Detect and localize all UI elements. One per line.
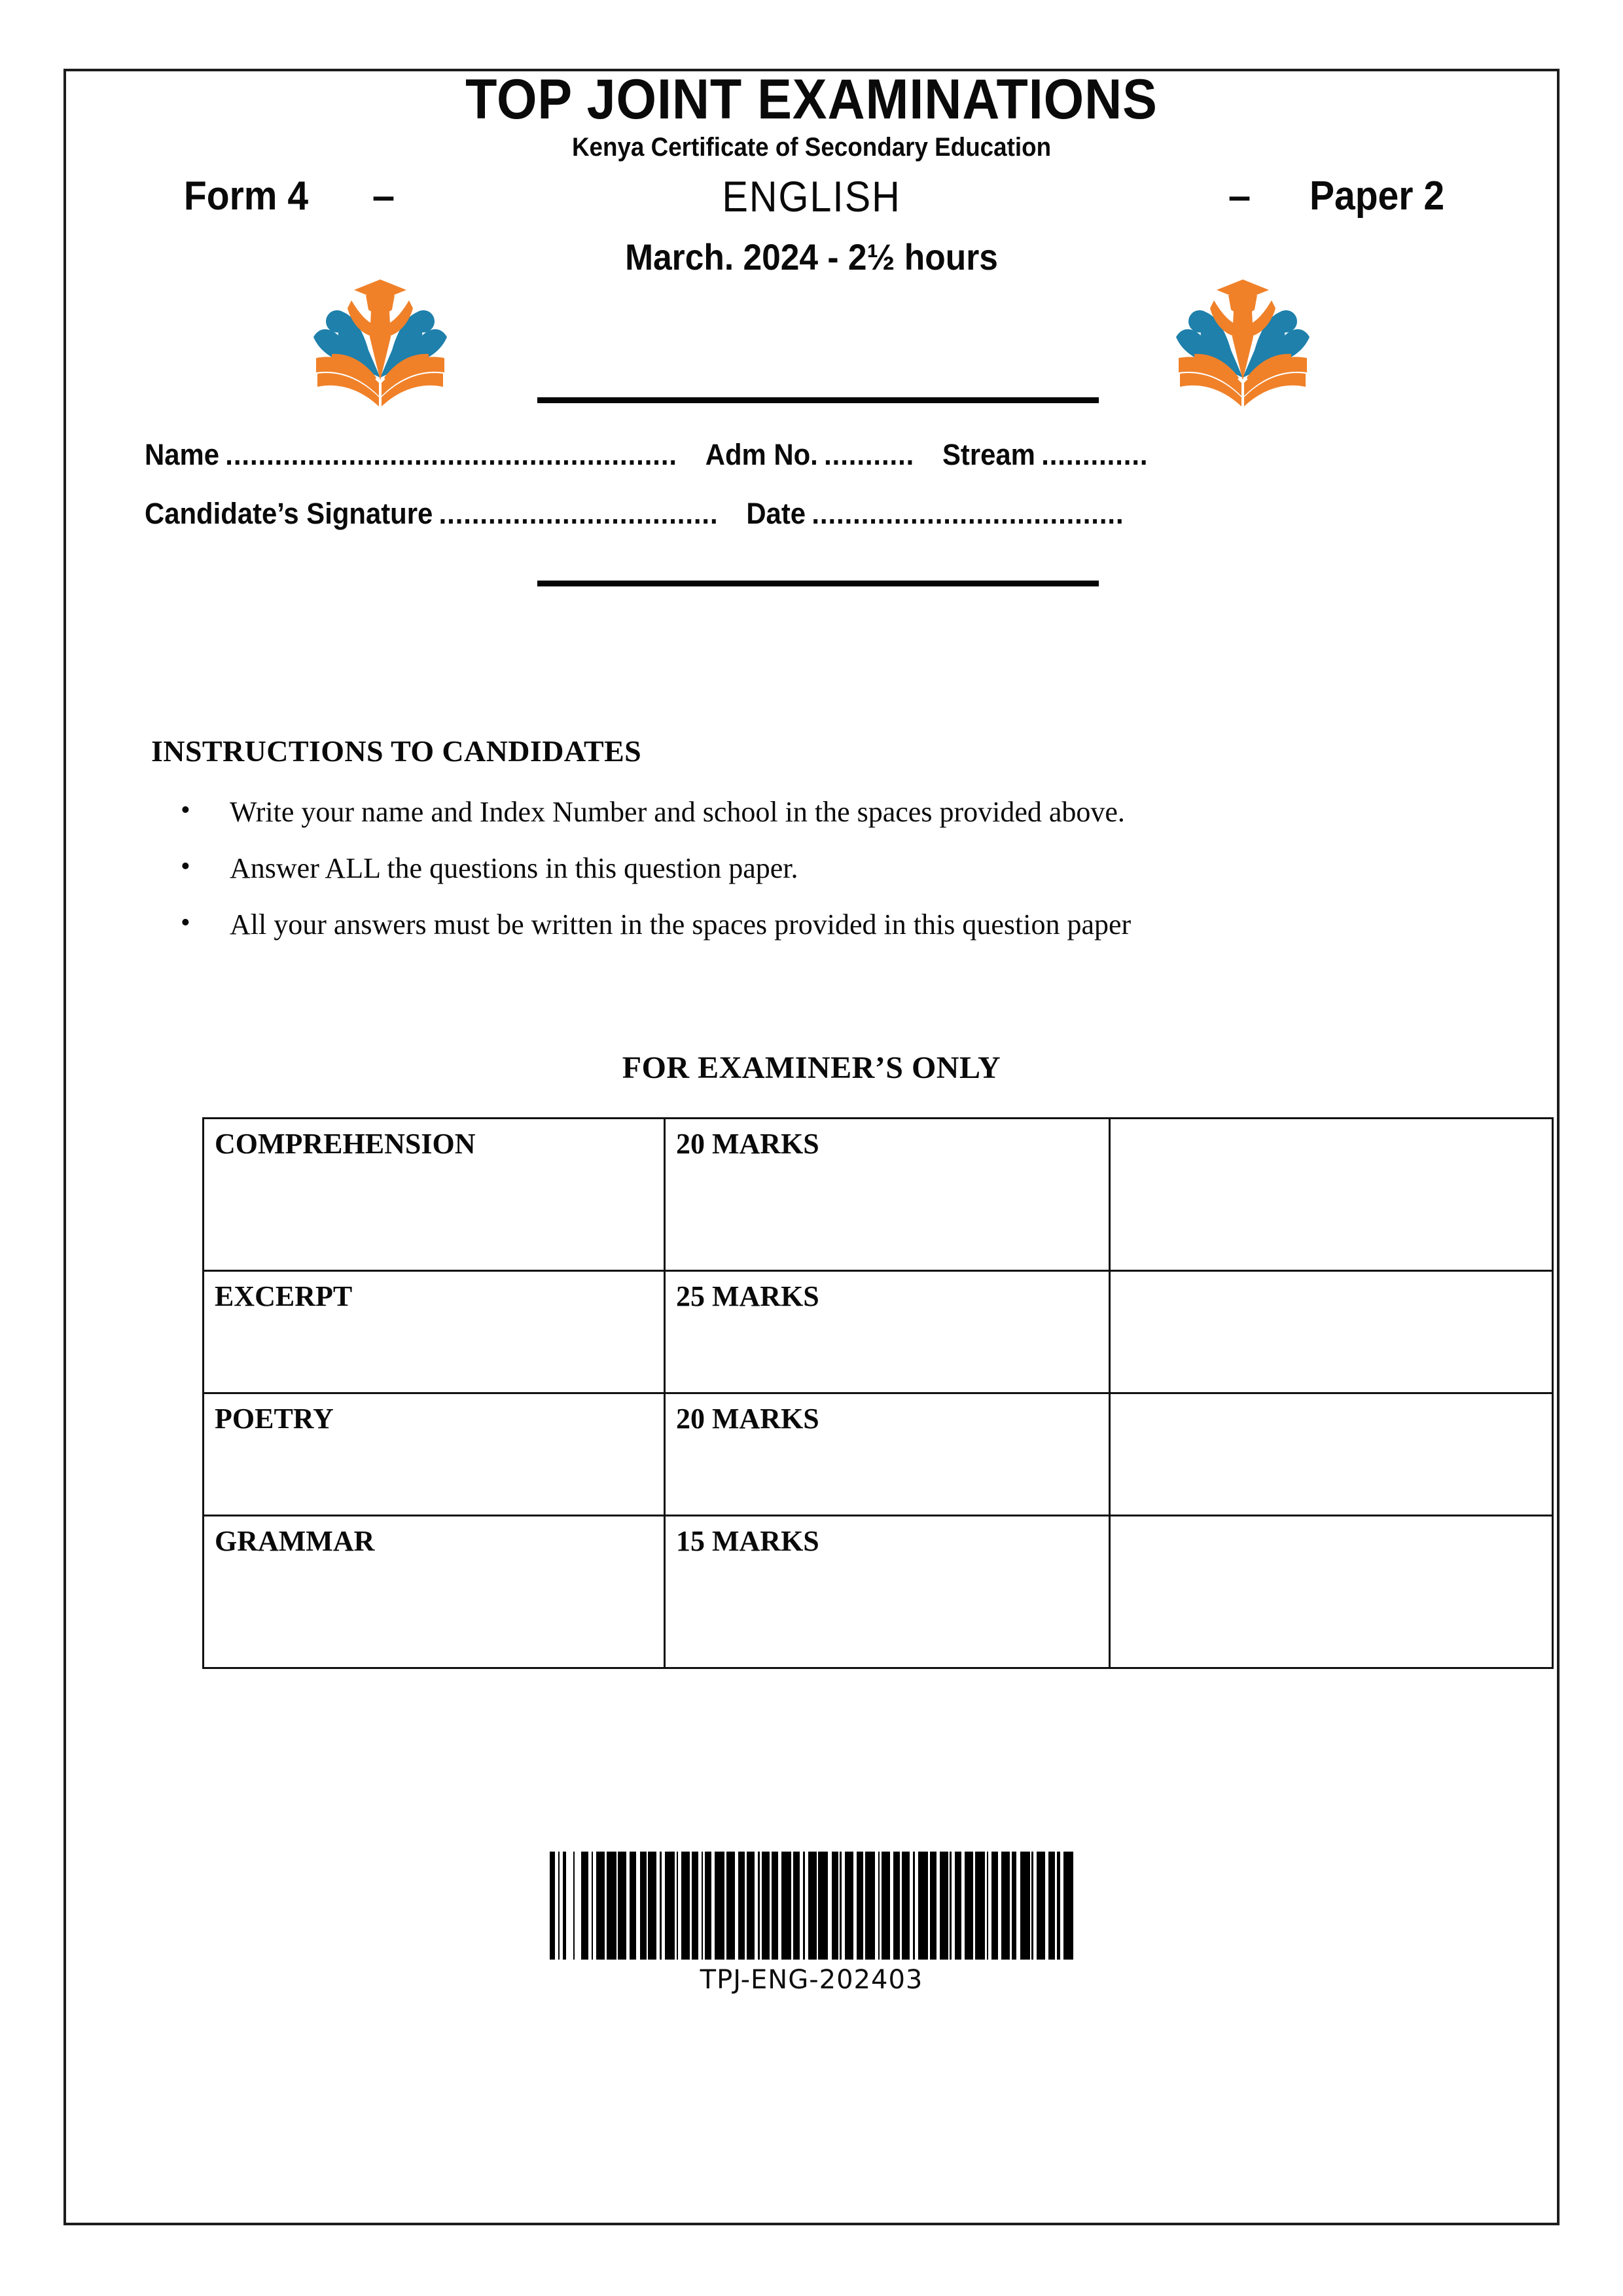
name-input-dots[interactable]: ....................................................... bbox=[225, 438, 677, 471]
date-label: Date bbox=[746, 497, 806, 530]
graduate-open-book-icon bbox=[1171, 274, 1315, 412]
adm-no-input-dots[interactable]: ........... bbox=[824, 438, 915, 471]
table-cell-score[interactable] bbox=[1110, 1271, 1553, 1393]
table-cell-section: POETRY bbox=[204, 1393, 665, 1516]
bullet-icon: • bbox=[181, 795, 190, 825]
exam-header bbox=[66, 68, 1557, 278]
exam-title: TOP JOINT EXAMINATIONS bbox=[465, 68, 1158, 131]
bullet-icon: • bbox=[181, 852, 190, 882]
examiner-section-heading: FOR EXAMINER’S ONLY bbox=[622, 1050, 1001, 1085]
name-label: Name bbox=[145, 438, 219, 471]
table-cell-score[interactable] bbox=[1110, 1516, 1553, 1668]
dash-right-separator: – bbox=[1228, 173, 1251, 219]
exam-subtitle: Kenya Certificate of Secondary Education bbox=[571, 132, 1052, 162]
exam-form-level: Form 4 bbox=[183, 173, 309, 219]
instruction-text: All your answers must be written in the spaces provided in this question paper bbox=[230, 908, 1132, 941]
table-cell-section: COMPREHENSION bbox=[204, 1119, 665, 1271]
barcode-label: TPJ-ENG-202403 bbox=[700, 1965, 923, 1995]
instruction-text: Answer ALL the questions in this question paper. bbox=[230, 852, 798, 884]
stream-label: Stream bbox=[942, 438, 1035, 471]
table-cell-marks: 20 MARKS bbox=[665, 1119, 1110, 1271]
header-divider-rule-bottom bbox=[537, 581, 1099, 586]
barcode-image bbox=[550, 1852, 1073, 1960]
dash-left-separator: – bbox=[372, 173, 395, 219]
table-cell-section: EXCERPT bbox=[204, 1271, 665, 1393]
table-row bbox=[204, 1119, 1553, 1271]
candidate-name-line bbox=[145, 438, 1390, 472]
exam-date-duration: March. 2024 - 2½ hours bbox=[625, 236, 998, 278]
table-cell-score[interactable] bbox=[1110, 1393, 1553, 1516]
table-cell-score[interactable] bbox=[1110, 1119, 1553, 1271]
table-cell-marks: 15 MARKS bbox=[665, 1516, 1110, 1668]
instructions-heading: INSTRUCTIONS TO CANDIDATES bbox=[151, 734, 642, 768]
table-cell-marks: 20 MARKS bbox=[665, 1393, 1110, 1516]
signature-input-dots[interactable]: .................................. bbox=[438, 497, 719, 530]
exam-subject-row bbox=[66, 171, 1557, 221]
date-input-dots[interactable]: ...................................... bbox=[812, 497, 1124, 530]
table-row bbox=[204, 1516, 1553, 1668]
adm-no-label: Adm No. bbox=[705, 438, 818, 471]
barcode-block bbox=[66, 1852, 1557, 1995]
instruction-text: Write your name and Index Number and school in the spaces provided above. bbox=[230, 796, 1125, 828]
candidate-signature-line bbox=[145, 497, 1390, 531]
bullet-icon: • bbox=[181, 908, 190, 938]
exam-subject: ENGLISH bbox=[722, 171, 901, 221]
stream-input-dots[interactable]: ............. bbox=[1041, 438, 1149, 471]
candidate-details-block bbox=[145, 438, 1484, 531]
list-item bbox=[181, 910, 1424, 939]
list-item bbox=[181, 795, 1424, 828]
table-cell-marks: 25 MARKS bbox=[665, 1271, 1110, 1393]
signature-label: Candidate’s Signature bbox=[145, 497, 433, 530]
institution-logo-right bbox=[1171, 274, 1315, 415]
list-item bbox=[181, 854, 1424, 883]
graduate-open-book-icon bbox=[308, 274, 452, 412]
table-row bbox=[204, 1393, 1553, 1516]
instructions-list bbox=[181, 795, 1424, 967]
table-row bbox=[204, 1271, 1553, 1393]
table-cell-section: GRAMMAR bbox=[204, 1516, 665, 1668]
examiner-marks-table bbox=[202, 1117, 1554, 1669]
exam-page-border bbox=[63, 69, 1560, 2225]
header-divider-rule-top bbox=[537, 397, 1099, 403]
institution-logo-left bbox=[308, 274, 452, 415]
exam-paper-number: Paper 2 bbox=[1309, 173, 1445, 219]
